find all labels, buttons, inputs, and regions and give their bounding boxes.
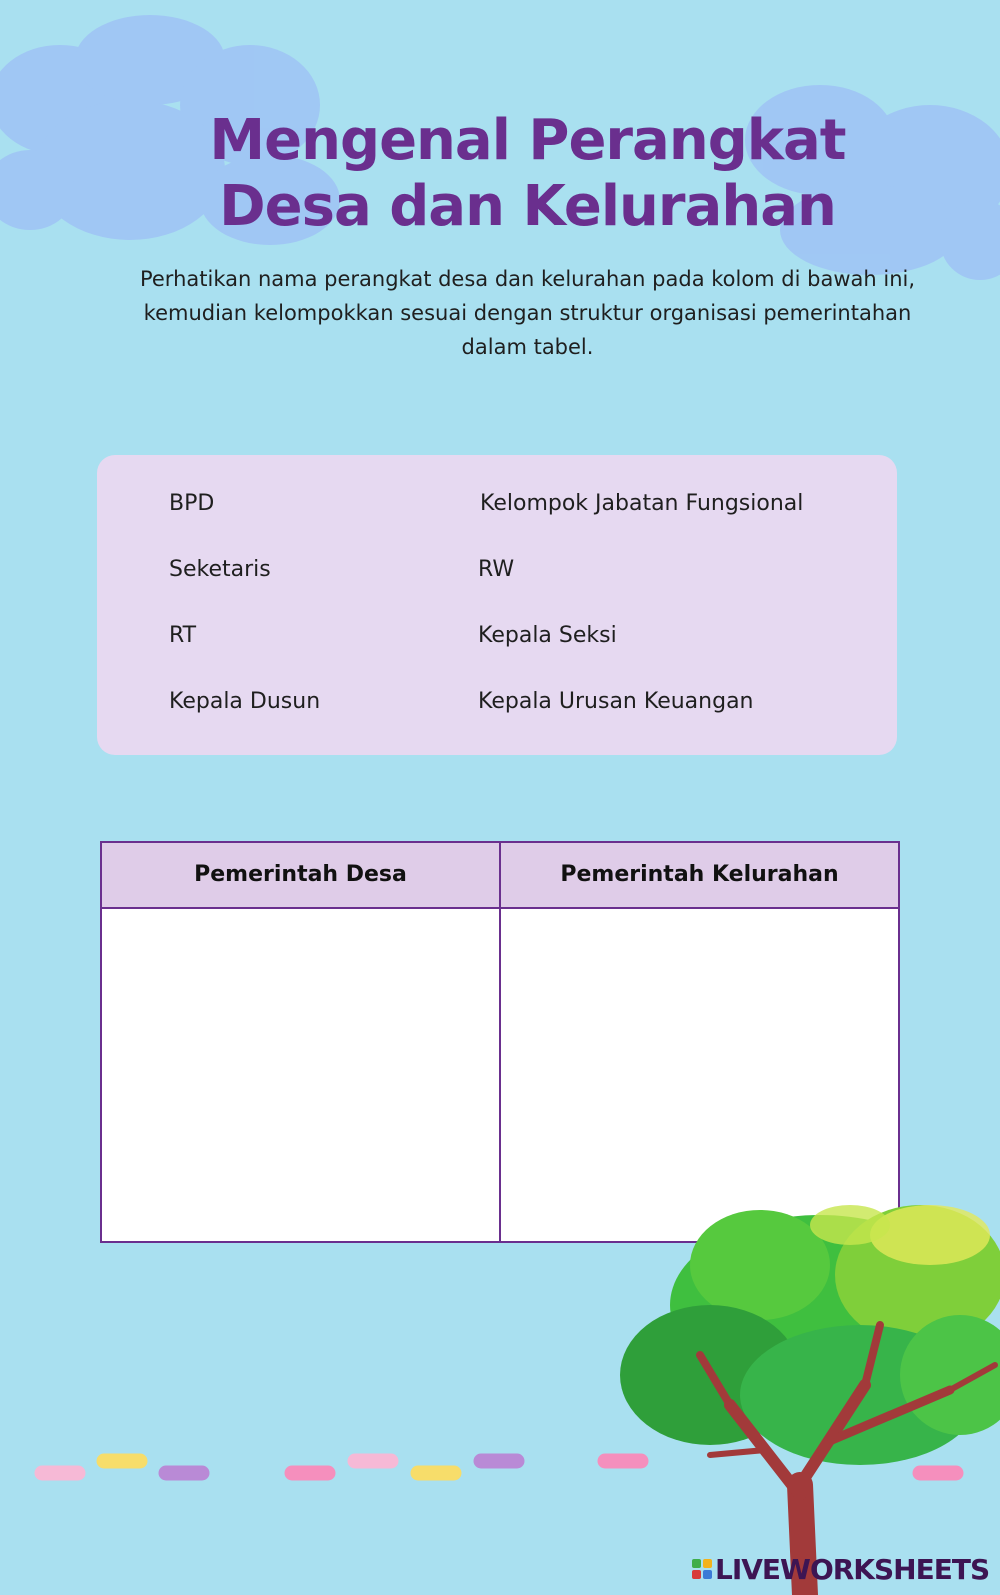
- liveworksheets-logo: [692, 1552, 989, 1586]
- word-item[interactable]: Kepala Seksi: [478, 623, 617, 648]
- title-line-2: Desa dan Kelurahan: [219, 174, 836, 239]
- instructions-text: Perhatikan nama perangkat desa dan kelurahan pada kolom di bawah ini, kemudian kelompokkan sesuai dengan struktur organisasi pemerintahan dalam tabel.: [139, 267, 916, 359]
- drop-zone-kelurahan[interactable]: [501, 909, 898, 1241]
- title-line-1: Mengenal Perangkat: [209, 108, 846, 173]
- word-item[interactable]: Seketaris: [169, 557, 271, 582]
- logo-icon: [692, 1559, 712, 1579]
- logo-text: LIVEWORKSHEETS: [715, 1552, 990, 1586]
- word-item[interactable]: Kelompok Jabatan Fungsional: [480, 491, 804, 516]
- column-divider: [499, 843, 501, 1241]
- column-header-desa: Pemerintah Desa: [194, 862, 407, 887]
- word-bank: [97, 455, 897, 755]
- sorting-table: [100, 841, 900, 1243]
- word-item[interactable]: BPD: [169, 491, 215, 516]
- page-title: [0, 108, 1000, 240]
- column-header-kelurahan: Pemerintah Kelurahan: [560, 862, 839, 887]
- crayon-tree-illustration: [600, 1195, 1000, 1595]
- word-item[interactable]: Kepala Dusun: [169, 689, 321, 714]
- word-item[interactable]: RW: [478, 557, 515, 582]
- word-item[interactable]: RT: [169, 623, 197, 648]
- word-item[interactable]: Kepala Urusan Keuangan: [478, 689, 754, 714]
- drop-zone-desa[interactable]: [102, 909, 499, 1241]
